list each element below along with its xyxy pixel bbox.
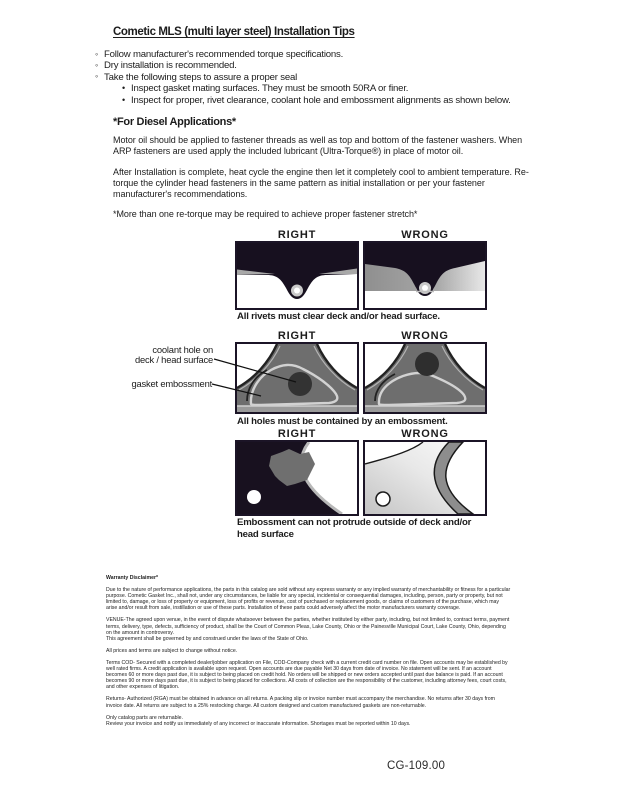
rivet-clearance-wrong-diagram (365, 243, 485, 308)
legal-heading: Warranty Disclaimer* (106, 575, 158, 581)
figure-caption: All holes must be contained by an embossment. (237, 416, 448, 427)
protrusion-right-diagram (237, 442, 357, 514)
list-sub-item: • Inspect gasket mating surfaces. They must be smooth 50RA or finer. (122, 83, 511, 94)
legal-paragraph: This agreement shall be governed by and construed under the laws of the State of Ohio. (106, 635, 309, 642)
bolt-hole-icon (247, 490, 261, 504)
diagram-embossment-right (235, 342, 359, 414)
figure-right-label: RIGHT (277, 330, 317, 342)
page-title: Cometic MLS (multi layer steel) Installation Tips (113, 26, 355, 38)
list-item: ◦ Take the following steps to assure a proper seal (95, 72, 511, 83)
coolant-hole-icon (415, 352, 439, 376)
callout-line: coolant hole on (152, 344, 213, 355)
figure-wrong-label: WRONG (401, 428, 449, 440)
legal-paragraph: Terms COD- Secured with a completed dealer/jobber application on File, COD-Company check with a current credit card number on file. Open accounts may be established by well rated firms. A credit application is available upon request. Open accounts are due payable Net 30 days from date of invoice. No statement will be sent. If an account becomes 60 or more days past due, it is subject to being placed on credit hold. No orders will be shipped or new orders accepted until past due balance is paid. If an account becomes 90 or more days past due, it is subject to being placed for collections. All costs of collection are the responsibility of the customer, including attorney fees, court costs, and other expenses of litigation. (106, 659, 508, 691)
rivet-clearance-right-diagram (237, 243, 357, 308)
installation-tips-list (95, 49, 511, 106)
callout-coolant-hole (115, 345, 213, 366)
figure-wrong-label: WRONG (401, 330, 449, 342)
section-heading: *For Diesel Applications* (113, 116, 236, 128)
list-sub-item: • Inspect for proper, rivet clearance, coolant hole and embossment alignments as shown below. (122, 95, 511, 106)
paragraph: *More than one re-torque may be required to achieve proper fastener stretch* (113, 209, 418, 220)
embossment-right-diagram (237, 344, 357, 412)
figure-caption: Embossment can not protrude outside of deck and/or head surface (237, 517, 472, 540)
warranty-disclaimer-section (106, 575, 511, 733)
list-item: ◦ Dry installation is recommended. (95, 60, 511, 71)
figure-right-label: RIGHT (277, 428, 317, 440)
legal-paragraph: Returns- Authorized (RGA) must be obtained in advance on all returns. A packing slip or invoice number must accompany the merchandise. No returns after 30 days from invoice date. All returns are subject to a 25% restocking charge. All custom designed and custom manufactured gaskets are non-returnable. (106, 696, 495, 709)
catalog-page-code: CG-109.00 (387, 760, 446, 772)
diagram-protrusion-right (235, 440, 359, 516)
legal-paragraph: Only catalog parts are returnable. (106, 714, 183, 721)
figure-caption: All rivets must clear deck and/or head surface. (237, 311, 440, 322)
legal-paragraph: VENUE-The agreed upon venue, in the event of dispute whatsoever between the parties, whether instituted by either party, including, but not limited to, contract terms, payment terms, delivery, type, defects, sufficiency of product, shall be the Court of Common Pleas, Lake County, Ohio or the Painesville Municipal Court, Lake County, Ohio, depending on the amount in controversy. (106, 617, 510, 636)
legal-paragraph: Review your invoice and notify us immediately of any incorrect or inaccurate information. Shortages must be reported within 10 days. (106, 720, 411, 727)
legal-paragraph: Due to the nature of performance applications, the parts in this catalog are sold without any express warranty or any implied warranty of merchantability or fitness for a particular purpose. Cometic Gasket Inc., shall not, under any circumstances, be liable for any special, incidental or consequential damages, including, person, party or property, but not limited to, damage, or loss of property or equipment, loss of profits or revenue, cost of purchased or replacement goods, or claims of customers of the purchase, which may arise and/or result from sale, instillation or use of these parts. Installation of these parts could adversely affect the motor manufacturers warranty coverage. (106, 587, 511, 612)
legal-paragraph: All prices and terms are subject to change without notice. (106, 647, 238, 654)
list-item: ◦ Follow manufacturer's recommended torque specifications. (95, 49, 511, 60)
diagram-rivet-wrong (363, 241, 487, 310)
figure-right-label: RIGHT (277, 229, 317, 241)
callout-line: deck / head surface (134, 354, 213, 366)
bolt-hole-icon (376, 492, 390, 506)
embossment-wrong-diagram (365, 344, 485, 412)
diagram-protrusion-wrong (363, 440, 487, 516)
diagram-rivet-right (235, 241, 359, 310)
paragraph: After Installation is complete, heat cycle the engine then let it completely cool to ambient temperature. Re-torque the cylinder head fasteners in the same pattern as initial installation or per your fastener manufacturer's recommendations. (113, 166, 529, 200)
callout-gasket-embossment: gasket embossment (131, 378, 212, 389)
figure-wrong-label: WRONG (401, 229, 449, 241)
protrusion-wrong-diagram (365, 442, 485, 514)
diagram-embossment-wrong (363, 342, 487, 414)
paragraph: Motor oil should be applied to fastener threads as well as top and bottom of the fastener washers. When ARP fasteners are used apply the included lubricant (Ultra-Torque®) in place of motor oil. (113, 135, 523, 157)
diesel-applications-section (113, 116, 533, 230)
coolant-hole-icon (288, 372, 312, 396)
